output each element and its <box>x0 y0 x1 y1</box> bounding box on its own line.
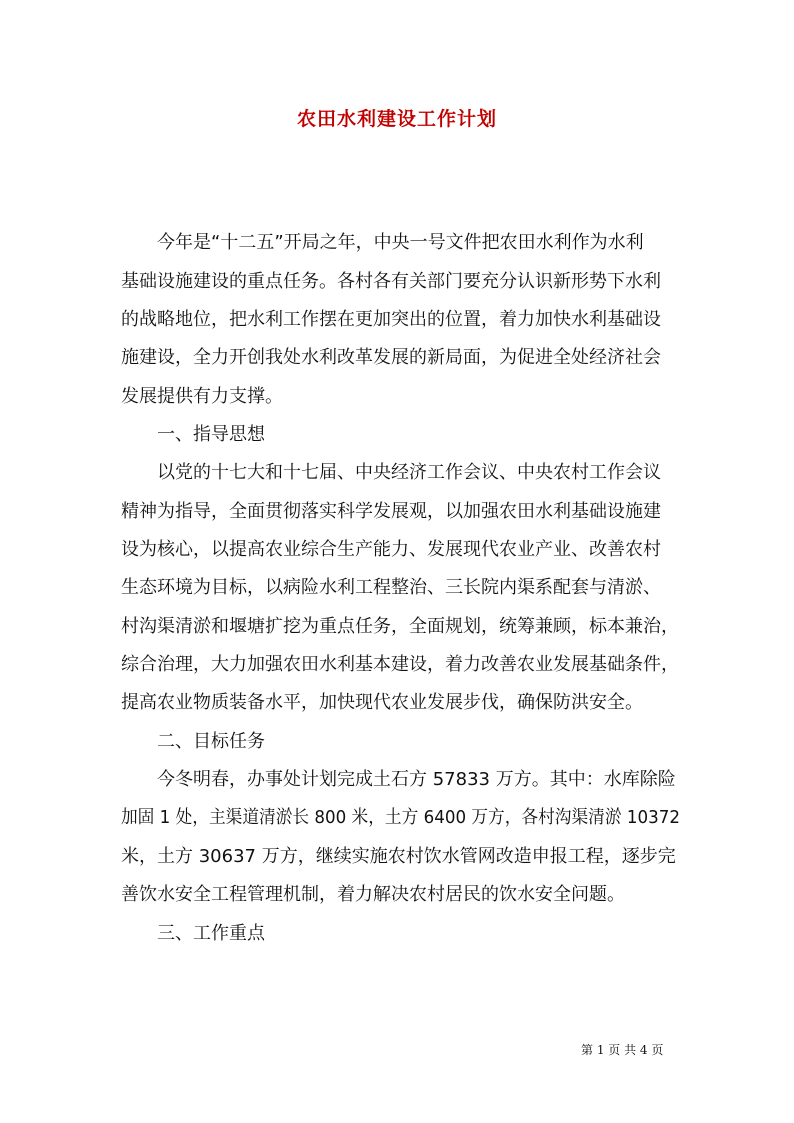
body-line: 今年是“十二五”开局之年，中央一号文件把农田水利作为水利 <box>157 232 644 253</box>
body-line: 善饮水安全工程管理机制，着力解决农村居民的饮水安全问题。 <box>121 884 625 905</box>
body-line: 加固 1 处，主渠道清淤长 800 米，土方 6400 万方，各村沟渠清淤 10372 <box>121 807 680 828</box>
section-heading: 一、指导思想 <box>157 424 265 445</box>
document-title: 农田水利建设工作计划 <box>296 108 497 130</box>
section-heading: 三、工作重点 <box>157 923 265 944</box>
body-line: 设为核心，以提高农业综合生产能力、发展现代农业产业、改善农村 <box>121 539 661 560</box>
body-line: 村沟渠清淤和堰塘扩挖为重点任务，全面规划，统筹兼顾，标本兼治， <box>121 616 679 637</box>
body-line: 综合治理，大力加强农田水利基本建设，着力改善农业发展基础条件， <box>121 654 679 675</box>
body-line: 今冬明春，办事处计划完成土石方 57833 万方。其中：水库除险 <box>157 769 676 790</box>
body-line: 的战略地位，把水利工作摆在更加突出的位置，着力加快水利基础设 <box>121 309 661 330</box>
body-line: 施建设，全力开创我处水利改革发展的新局面，为促进全处经济社会 <box>121 347 661 368</box>
body-line: 基础设施建设的重点任务。各村各有关部门要充分认识新形势下水利 <box>121 271 661 292</box>
body-line: 提高农业物质装备水平，加快现代农业发展步伐，确保防洪安全。 <box>121 692 643 713</box>
body-line: 生态环境为目标，以病险水利工程整治、三长院内渠系配套与清淤、 <box>121 577 661 598</box>
body-line: 米，土方 30637 万方，继续实施农村饮水管网改造申报工程，逐步完 <box>121 846 676 867</box>
body-line: 发展提供有力支撑。 <box>121 386 283 407</box>
section-heading: 二、目标任务 <box>157 731 265 752</box>
page-number: 第 1 页 共 4 页 <box>581 1043 664 1057</box>
body-line: 精神为指导，全面贯彻落实科学发展观，以加强农田水利基础设施建 <box>121 501 661 522</box>
body-line: 以党的十七大和十七届、中央经济工作会议、中央农村工作会议 <box>157 462 661 483</box>
